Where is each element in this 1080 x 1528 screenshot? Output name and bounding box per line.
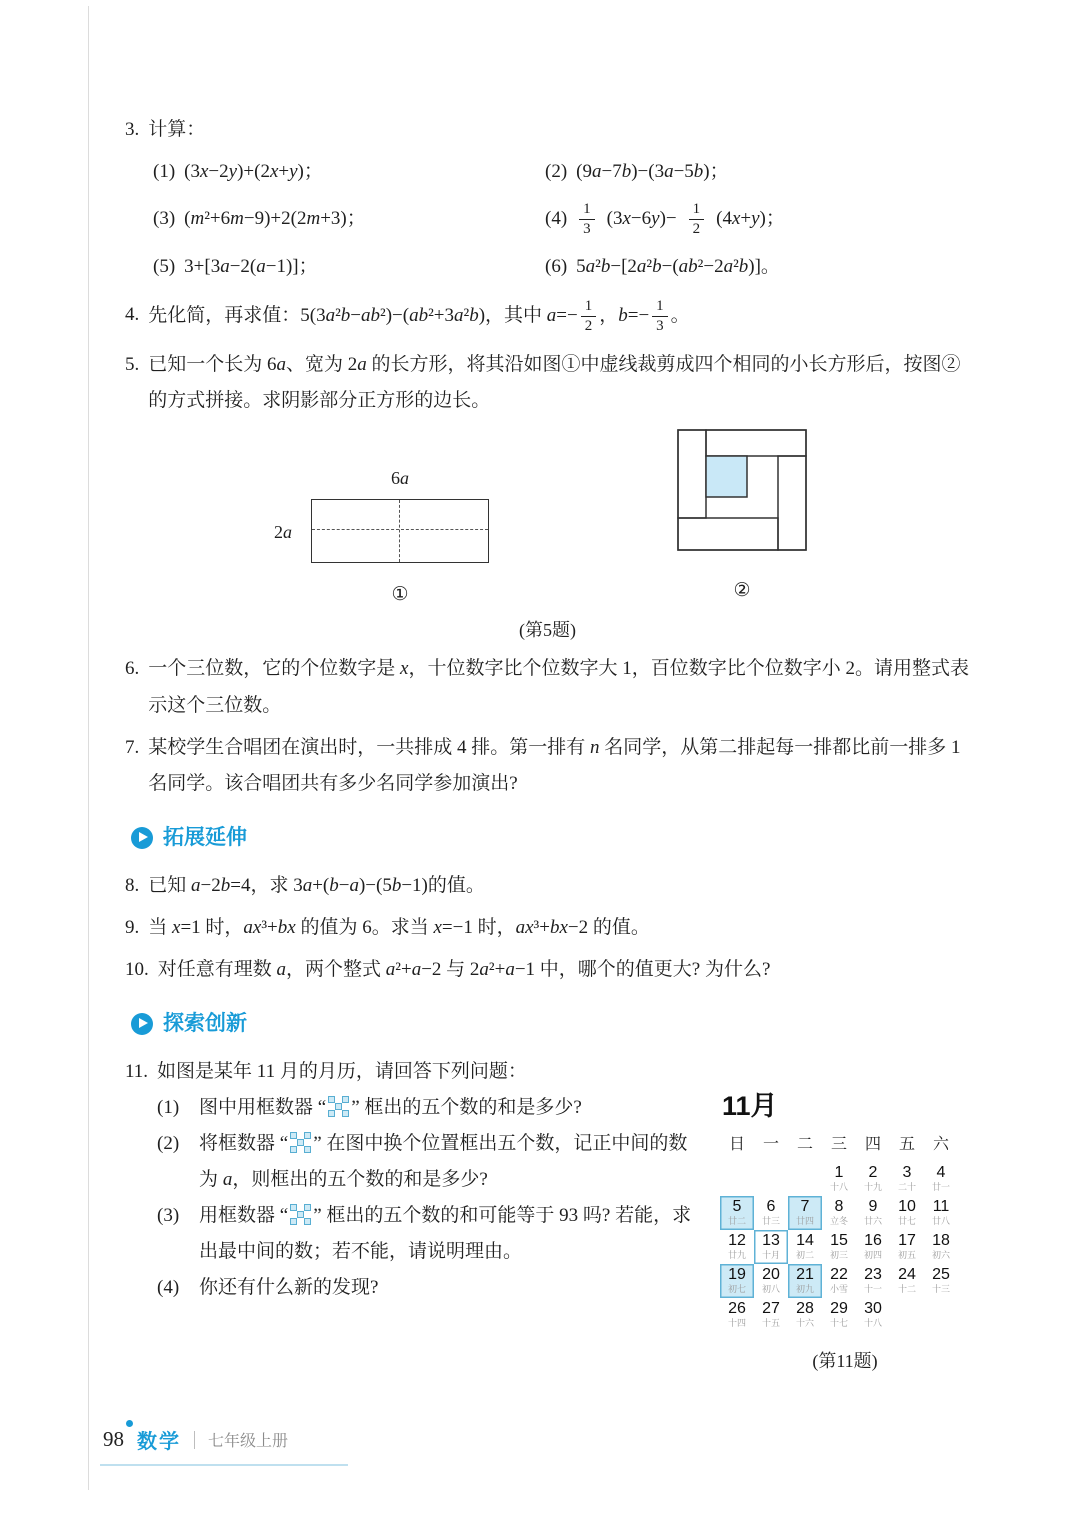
calendar-lunar-label: 初八 — [761, 1283, 780, 1294]
fraction-numerator: 1 — [579, 200, 595, 220]
calendar-cell — [924, 1264, 958, 1298]
calendar-cell — [720, 1162, 754, 1196]
fraction-denominator: 2 — [692, 220, 701, 237]
calendar-lunar-label: 初二 — [795, 1249, 814, 1260]
figure1-width-label: 6a — [391, 468, 409, 489]
calendar-day-number: 17 — [898, 1232, 916, 1250]
calendar-lunar-label: 廿六 — [863, 1215, 882, 1226]
problem-3-title: 计算： — [148, 119, 206, 140]
calc-item-1 — [153, 154, 545, 190]
calendar-lunar-label: 廿二 — [727, 1215, 746, 1226]
calendar-day-number: 1 — [834, 1164, 844, 1182]
calc-item-4-tail: (4x+y)； — [716, 208, 785, 230]
problem5-figures — [125, 425, 970, 651]
problem-11-item-2 — [157, 1126, 702, 1198]
calendar-lunar-label: 初三 — [829, 1249, 848, 1260]
problem-5-text: 已知一个长为 6a、宽为 2a 的长方形，将其沿如图①中虚线裁剪成四个相同的小长方形后，按图②的方式拼接。求阴影部分正方形的边长。 — [148, 354, 961, 412]
problem-4-tail: 。 — [670, 304, 690, 326]
calendar-cell — [754, 1196, 788, 1230]
calendar-cell — [924, 1162, 958, 1196]
calendar-cell — [890, 1264, 924, 1298]
calendar-day-number: 23 — [864, 1266, 882, 1284]
fraction — [689, 200, 705, 239]
calendar-cell — [788, 1196, 822, 1230]
calendar-day-number: 24 — [898, 1266, 916, 1284]
calendar-day-number: 12 — [728, 1232, 746, 1250]
calendar-lunar-label: 十四 — [727, 1317, 746, 1328]
problem-4-mid: ，b=− — [599, 304, 650, 326]
page-number-wrap — [103, 1427, 124, 1452]
calendar-lunar-label: 初七 — [727, 1283, 746, 1294]
calendar-lunar-label: 十七 — [829, 1317, 848, 1328]
calendar-lunar-label: 初五 — [897, 1249, 916, 1260]
problem-3-items — [125, 154, 970, 285]
problem-10-number: 10. — [125, 958, 149, 980]
problem-11-body — [157, 1054, 970, 1379]
item-3-label: (3) — [157, 1205, 180, 1227]
cross-frame-icon — [290, 1132, 311, 1153]
problem-4-pre: 先化简，再求值：5(3a²b−ab²)−(ab²+3a²b)，其中 a=− — [148, 304, 578, 326]
problem-3 — [125, 112, 970, 148]
calc-item-1-label: (1) — [153, 161, 176, 183]
item-1-text — [199, 1090, 702, 1126]
calc-item-6-label: (6) — [545, 255, 568, 277]
item-3-post: ” 框出的五个数的和可能等于 93 吗? 若能，求出最中间的数；若不能，请说明理由。 — [199, 1205, 692, 1263]
calc-item-5-expr: 3+[3a−2(a−1)]； — [184, 255, 318, 277]
calendar-day-number: 14 — [796, 1232, 814, 1250]
calendar-cell — [924, 1230, 958, 1264]
calc-item-3-expr: (m²+6m−9)+2(2m+3)； — [184, 208, 366, 230]
calendar-lunar-label: 十六 — [795, 1317, 814, 1328]
calendar-lunar-label: 初四 — [863, 1249, 882, 1260]
problem-6-text: 一个三位数，它的个位数字是 x，十位数字比个位数字大 1，百位数字比个位数字小 2。请用整式表示这个三位数。 — [148, 658, 969, 716]
section-explore — [131, 1004, 970, 1044]
problem-11-intro: 如图是某年 11 月的月历，请回答下列问题： — [157, 1060, 527, 1082]
calendar-title: 11月 — [722, 1091, 778, 1121]
calendar-cell — [788, 1162, 822, 1196]
item-3-text — [199, 1198, 702, 1270]
calendar-cell — [856, 1264, 890, 1298]
problem-7 — [125, 730, 970, 802]
fraction-denominator: 3 — [583, 220, 591, 237]
calendar-cell — [754, 1298, 788, 1332]
calendar-day-number: 30 — [864, 1300, 882, 1318]
calendar-lunar-label: 廿九 — [727, 1249, 746, 1260]
calendar-day-number: 28 — [796, 1300, 814, 1318]
calendar-lunar-label: 二十 — [897, 1181, 916, 1192]
figure1-height-label: 2a — [274, 521, 292, 542]
section-extend — [131, 818, 970, 858]
item-2-text — [199, 1126, 702, 1198]
calendar-cell — [924, 1298, 958, 1332]
figure-1-rectangle — [274, 461, 489, 612]
calendar-weekday: 二 — [796, 1136, 813, 1154]
figure2-number: ② — [733, 579, 751, 601]
calendar-lunar-label: 十九 — [863, 1181, 882, 1192]
calendar-day-number: 20 — [762, 1266, 780, 1284]
calendar-cell — [890, 1298, 924, 1332]
calendar-cell — [856, 1196, 890, 1230]
figure-2-pinwheel — [677, 429, 807, 608]
calendar-cell — [754, 1264, 788, 1298]
problem-8-number: 8. — [125, 874, 140, 896]
figure1-dashed-vertical-line — [399, 500, 400, 562]
calendar-cell — [788, 1298, 822, 1332]
calendar-day-number: 9 — [868, 1198, 878, 1216]
problem-11 — [125, 1054, 970, 1379]
problem-4 — [125, 297, 970, 336]
calc-item-4-label: (4) — [545, 208, 568, 230]
item-2-label: (2) — [157, 1133, 180, 1155]
problem-7-number: 7. — [125, 736, 140, 758]
problem-11-item-3 — [157, 1198, 702, 1270]
calc-item-4-mid: (3x−6y)− — [606, 208, 677, 230]
calendar-caption: (第11题) — [812, 1351, 878, 1372]
problem-11-item-1 — [157, 1090, 702, 1126]
problem-5 — [125, 347, 970, 419]
calendar-day-number: 25 — [932, 1266, 950, 1284]
calendar-day-number: 6 — [766, 1198, 776, 1216]
calendar-lunar-label: 立冬 — [829, 1215, 848, 1226]
problem-6 — [125, 651, 970, 723]
calendar-cell — [890, 1162, 924, 1196]
problem-10-text: 对任意有理数 a，两个整式 a²+a−2 与 2a²+a−1 中，哪个的值更大? 为什么? — [157, 958, 771, 980]
footer-dot-decoration — [126, 1420, 133, 1427]
footer-divider — [194, 1431, 195, 1449]
problem-4-number: 4. — [125, 303, 140, 325]
calc-item-6-expr: 5a²b−[2a²b−(ab²−2a²b)]。 — [576, 255, 780, 277]
calendar-cell — [720, 1196, 754, 1230]
calendar-lunar-label: 廿四 — [795, 1215, 814, 1226]
calendar-cell — [788, 1230, 822, 1264]
calendar-weekday: 一 — [762, 1136, 779, 1154]
calendar-day-number: 22 — [830, 1266, 848, 1284]
calendar-cell — [924, 1196, 958, 1230]
item-1-post: ” 框出的五个数的和是多少? — [351, 1097, 582, 1118]
problem-11-items — [157, 1090, 702, 1307]
fraction-numerator: 1 — [689, 200, 705, 220]
calendar-lunar-label: 十月 — [761, 1249, 780, 1260]
page-number: 98 — [103, 1427, 124, 1451]
problem-9 — [125, 910, 970, 946]
calendar-day-number: 5 — [732, 1198, 742, 1216]
calendar-day-number: 15 — [830, 1232, 848, 1250]
calendar-grid — [720, 1132, 970, 1332]
problem-9-text: 当 x=1 时，ax³+bx 的值为 6。求当 x=−1 时，ax³+bx−2 的值。 — [148, 916, 650, 938]
calendar-cell — [822, 1264, 856, 1298]
footer-underline — [100, 1464, 348, 1466]
figure1-number: ① — [391, 583, 409, 605]
calendar-lunar-label: 廿七 — [897, 1215, 916, 1226]
problem-3-number: 3. — [125, 119, 140, 140]
item-1-pre: 图中用框数器 “ — [199, 1097, 327, 1118]
problem-9-number: 9. — [125, 916, 140, 938]
calendar-lunar-label: 十八 — [863, 1317, 882, 1328]
calendar-cell — [856, 1298, 890, 1332]
figure1-rect — [274, 499, 489, 563]
problem-10 — [125, 952, 970, 988]
calc-item-5 — [153, 249, 545, 285]
calendar-weekday: 四 — [864, 1136, 881, 1154]
calc-item-3 — [153, 200, 545, 239]
calendar-cell — [720, 1298, 754, 1332]
problem-5-number: 5. — [125, 354, 140, 376]
item-2-post: ” 在图中换个位置框出五个数，记正中间的数为 a，则框出的五个数的和是多少? — [199, 1133, 688, 1191]
calc-item-4 — [545, 200, 970, 239]
calendar-weekday: 三 — [830, 1136, 847, 1154]
item-4-label: (4) — [157, 1277, 180, 1299]
calendar-cell — [720, 1264, 754, 1298]
calendar-cell — [856, 1230, 890, 1264]
calendar-cell — [890, 1230, 924, 1264]
calendar-weekday: 日 — [728, 1136, 745, 1154]
calendar-lunar-label: 廿一 — [931, 1181, 950, 1192]
figure2-pinwheel-drawing — [677, 429, 807, 551]
calc-item-3-label: (3) — [153, 208, 176, 230]
calendar-cell — [754, 1230, 788, 1264]
problem-11-item-4 — [157, 1270, 702, 1306]
problem-4-body — [148, 297, 970, 336]
calendar-lunar-label: 十八 — [829, 1181, 848, 1192]
footer-volume: 七年级上册 — [208, 1433, 289, 1450]
problem-6-number: 6. — [125, 658, 140, 680]
calendar-cell — [822, 1196, 856, 1230]
play-circle-icon — [131, 1013, 153, 1035]
cross-frame-icon — [290, 1204, 311, 1225]
calendar-day-number: 2 — [868, 1164, 878, 1182]
calendar-lunar-label: 十五 — [761, 1317, 780, 1328]
calendar-day-number: 10 — [898, 1198, 916, 1216]
calendar-lunar-label: 初九 — [795, 1283, 814, 1294]
calc-item-5-label: (5) — [153, 255, 176, 277]
cross-frame-icon — [328, 1096, 349, 1117]
calendar-day-number: 8 — [834, 1198, 844, 1216]
calendar-day-number: 4 — [936, 1164, 946, 1182]
calc-item-2-expr: (9a−7b)−(3a−5b)； — [576, 161, 729, 183]
calendar-day-number: 27 — [762, 1300, 780, 1318]
calendar-lunar-label: 十三 — [931, 1283, 950, 1294]
calendar-cell — [856, 1162, 890, 1196]
calendar-day-number: 29 — [830, 1300, 848, 1318]
calendar-day-number: 3 — [902, 1164, 912, 1182]
calendar-cell — [754, 1162, 788, 1196]
calendar-day-number: 11 — [932, 1198, 950, 1216]
fraction — [652, 297, 668, 336]
calendar-day-number: 26 — [728, 1300, 746, 1318]
calendar-day-number: 13 — [762, 1232, 780, 1250]
calc-item-6 — [545, 249, 970, 285]
footer-subject: 数学 — [137, 1431, 181, 1453]
section-extend-title: 拓展延伸 — [163, 825, 247, 849]
fraction — [581, 297, 597, 336]
problem-7-text: 某校学生合唱团在演出时，一共排成 4 排。第一排有 n 名同学，从第二排起每一排都比前一排多 1 名同学。该合唱团共有多少名同学参加演出? — [148, 736, 961, 794]
calendar-day-number: 18 — [932, 1232, 950, 1250]
problem-8-text: 已知 a−2b=4，求 3a+(b−a)−(5b−1)的值。 — [148, 874, 485, 896]
calendar-cell — [822, 1230, 856, 1264]
calendar-cell — [822, 1298, 856, 1332]
page-footer — [103, 1425, 288, 1454]
figure5-caption: (第5题) — [519, 620, 576, 641]
fraction-denominator: 2 — [584, 317, 593, 334]
calendar-weekday: 六 — [932, 1136, 949, 1154]
calendar-weekday: 五 — [898, 1136, 915, 1154]
calendar-day-number: 21 — [796, 1266, 814, 1284]
fraction — [579, 200, 595, 239]
problem-8 — [125, 868, 970, 904]
calendar-cell — [890, 1196, 924, 1230]
calendar-day-number: 16 — [864, 1232, 882, 1250]
calendar-cell — [788, 1264, 822, 1298]
item-2-pre: 将框数器 “ — [199, 1133, 289, 1155]
calc-item-2-label: (2) — [545, 161, 568, 183]
calendar-cell — [822, 1162, 856, 1196]
calc-item-1-expr: (3x−2y)+(2x+y)； — [184, 161, 323, 183]
calendar-day-number: 19 — [728, 1266, 746, 1284]
problem-11-columns — [157, 1090, 970, 1379]
section-explore-title: 探索创新 — [163, 1012, 247, 1036]
calendar-lunar-label: 十二 — [897, 1283, 916, 1294]
page-spine-line — [88, 6, 89, 1490]
item-1-label: (1) — [157, 1097, 180, 1118]
calendar-lunar-label: 初六 — [931, 1249, 950, 1260]
page-content — [125, 112, 970, 1385]
calendar-day-number: 7 — [800, 1198, 810, 1216]
play-circle-icon — [131, 827, 153, 849]
calendar-lunar-label: 十一 — [863, 1283, 882, 1294]
item-4-text: 你还有什么新的发现? — [199, 1277, 379, 1299]
figure1-dashed-horizontal-line — [312, 529, 488, 530]
item-3-pre: 用框数器 “ — [199, 1205, 289, 1227]
calendar-lunar-label: 廿八 — [931, 1215, 950, 1226]
calendar-lunar-label: 小雪 — [829, 1283, 848, 1294]
calendar-lunar-label: 廿三 — [761, 1215, 780, 1226]
calendar-panel — [720, 1090, 970, 1379]
calendar-cell — [720, 1230, 754, 1264]
problem-11-number: 11. — [125, 1060, 149, 1082]
calc-item-2 — [545, 154, 970, 190]
fraction-denominator: 3 — [656, 317, 664, 334]
fraction-numerator: 1 — [652, 297, 668, 317]
fraction-numerator: 1 — [581, 297, 597, 317]
